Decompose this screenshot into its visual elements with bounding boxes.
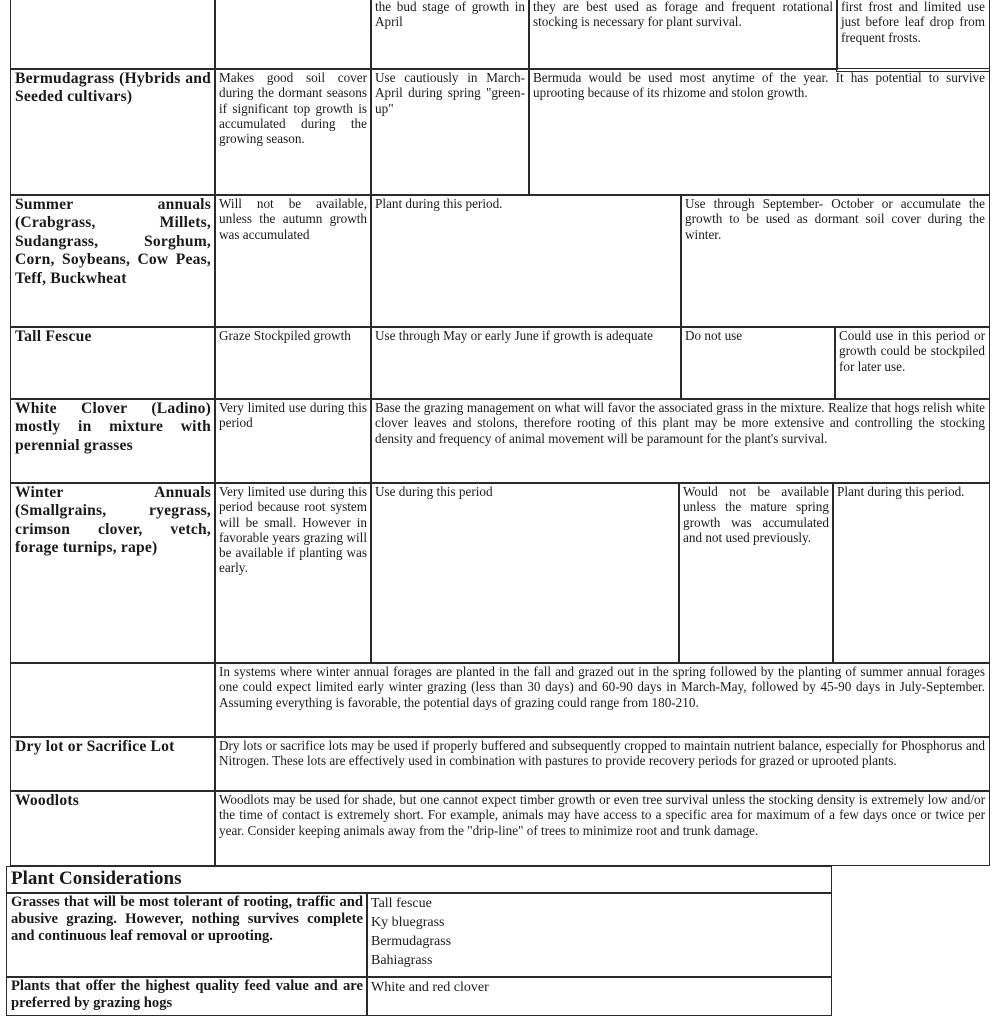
winter-annuals-c4: Would not be available unless the mature spring growth was accumulated and not used previously. [678,482,834,664]
pc-list-item: White and red clover [371,980,489,995]
pc-row-1-list [366,892,832,978]
row-name-bermudagrass: Bermudagrass (Hybrids and Seeded cultivars) [10,68,216,196]
summer-annuals-c4: Use through September- October or accumulate the growth to be used as dormant soil cover during the winter. [680,194,990,328]
pc-list-item: Tall fescue [371,896,432,911]
top-row-c3-cell: the bud stage of growth in April [370,0,530,70]
top-row-c4-cell: they are best used as forage and frequent rotational stocking is necessary for plant survival. [528,0,838,70]
tall-fescue-c3: Use through May or early June if growth is adequate [370,326,682,400]
tall-fescue-c4: Do not use [680,326,836,400]
winter-annuals-c3: Use during this period [370,482,680,664]
row-name-white-clover: White Clover (Ladino) mostly in mixture with perennial grasses [10,398,216,484]
summer-annuals-c3: Plant during this period. [370,194,682,328]
systems-note-blank [10,662,216,738]
top-row-name-cell [10,0,216,70]
systems-note-text: In systems where winter annual forages are planted in the fall and grazed out in the spring followed by the planting of summer annual forages one could expect limited early winter grazing (less than 30 days) and 60-90 days in March-May, followed by 45-90 days in July-September. Assuming everything is favorable, the potential days of grazing could range from 180-210. [214,662,990,738]
summer-annuals-c2: Will not be available, unless the autumn growth was accumulated [214,194,372,328]
top-row-c5-cell: first frost and limited use just before leaf drop from frequent frosts. [836,0,990,72]
top-row-c2-cell [214,0,372,70]
winter-annuals-c5: Plant during this period. [832,482,990,664]
tall-fescue-c5: Could use in this period or growth could be stockpiled for later use. [834,326,990,400]
pc-list-item: Bermudagrass [371,934,452,949]
woodlots-text: Woodlots may be used for shade, but one cannot expect timber growth or even tree survival unless the stocking density is extremely low and/or the time of contact is extremely short. For example, animals may have access to a specific area for maximum of a few days once or twice per year. Consider keeping animals away from the "drip-line" of trees to minimize root and trunk damage. [214,790,990,866]
bermudagrass-c3: Use cautiously in March-April during spring "green-up" [370,68,530,196]
pc-row-2-list [366,976,832,1016]
white-clover-c2: Very limited use during this period [214,398,372,484]
bermudagrass-c4: Bermuda would be used most anytime of the year. It has potential to survive uprooting because of its rhizome and stolon growth. [528,68,990,196]
pc-list-item: Ky bluegrass [371,915,445,930]
row-name-tall-fescue: Tall Fescue [10,326,216,400]
row-name-woodlots: Woodlots [10,790,216,866]
row-name-dry-lot: Dry lot or Sacrifice Lot [10,736,216,792]
dry-lot-text: Dry lots or sacrifice lots may be used if properly buffered and subsequently cropped to maintain nutrient balance, especially for Phosphorus and Nitrogen. These lots are effectively used in combination with pastures to provide recovery periods for grazed or uprooted plants. [214,736,990,792]
tall-fescue-c2: Graze Stockpiled growth [214,326,372,400]
plant-considerations-title: Plant Considerations [6,866,832,894]
pc-row-2-label: Plants that offer the highest quality feed value and are preferred by grazing hogs [6,976,368,1016]
pc-list-item: Bahiagrass [371,953,433,968]
row-name-winter-annuals: Winter Annuals (Smallgrains, ryegrass, crimson clover, vetch, forage turnips, rape) [10,482,216,664]
white-clover-c3: Base the grazing management on what will favor the associated grass in the mixture. Realize that hogs relish white clover leaves and stolons, therefore rooting of this plant may be more extensive and controlling the stocking density and frequency of animal movement will be paramount for the plant's survival. [370,398,990,484]
bermudagrass-c2: Makes good soil cover during the dormant seasons if significant top growth is accumulated during the growing season. [214,68,372,196]
pc-row-1-label: Grasses that will be most tolerant of rooting, traffic and abusive grazing. However, nothing survives complete and continuous leaf removal or uprooting. [6,892,368,978]
row-name-summer-annuals: Summer annuals (Crabgrass, Millets, Sudangrass, Sorghum, Corn, Soybeans, Cow Peas, Teff, Buckwheat [10,194,216,328]
winter-annuals-c2: Very limited use during this period because root system will be small. However in favorable years grazing will be available if planting was early. [214,482,372,664]
